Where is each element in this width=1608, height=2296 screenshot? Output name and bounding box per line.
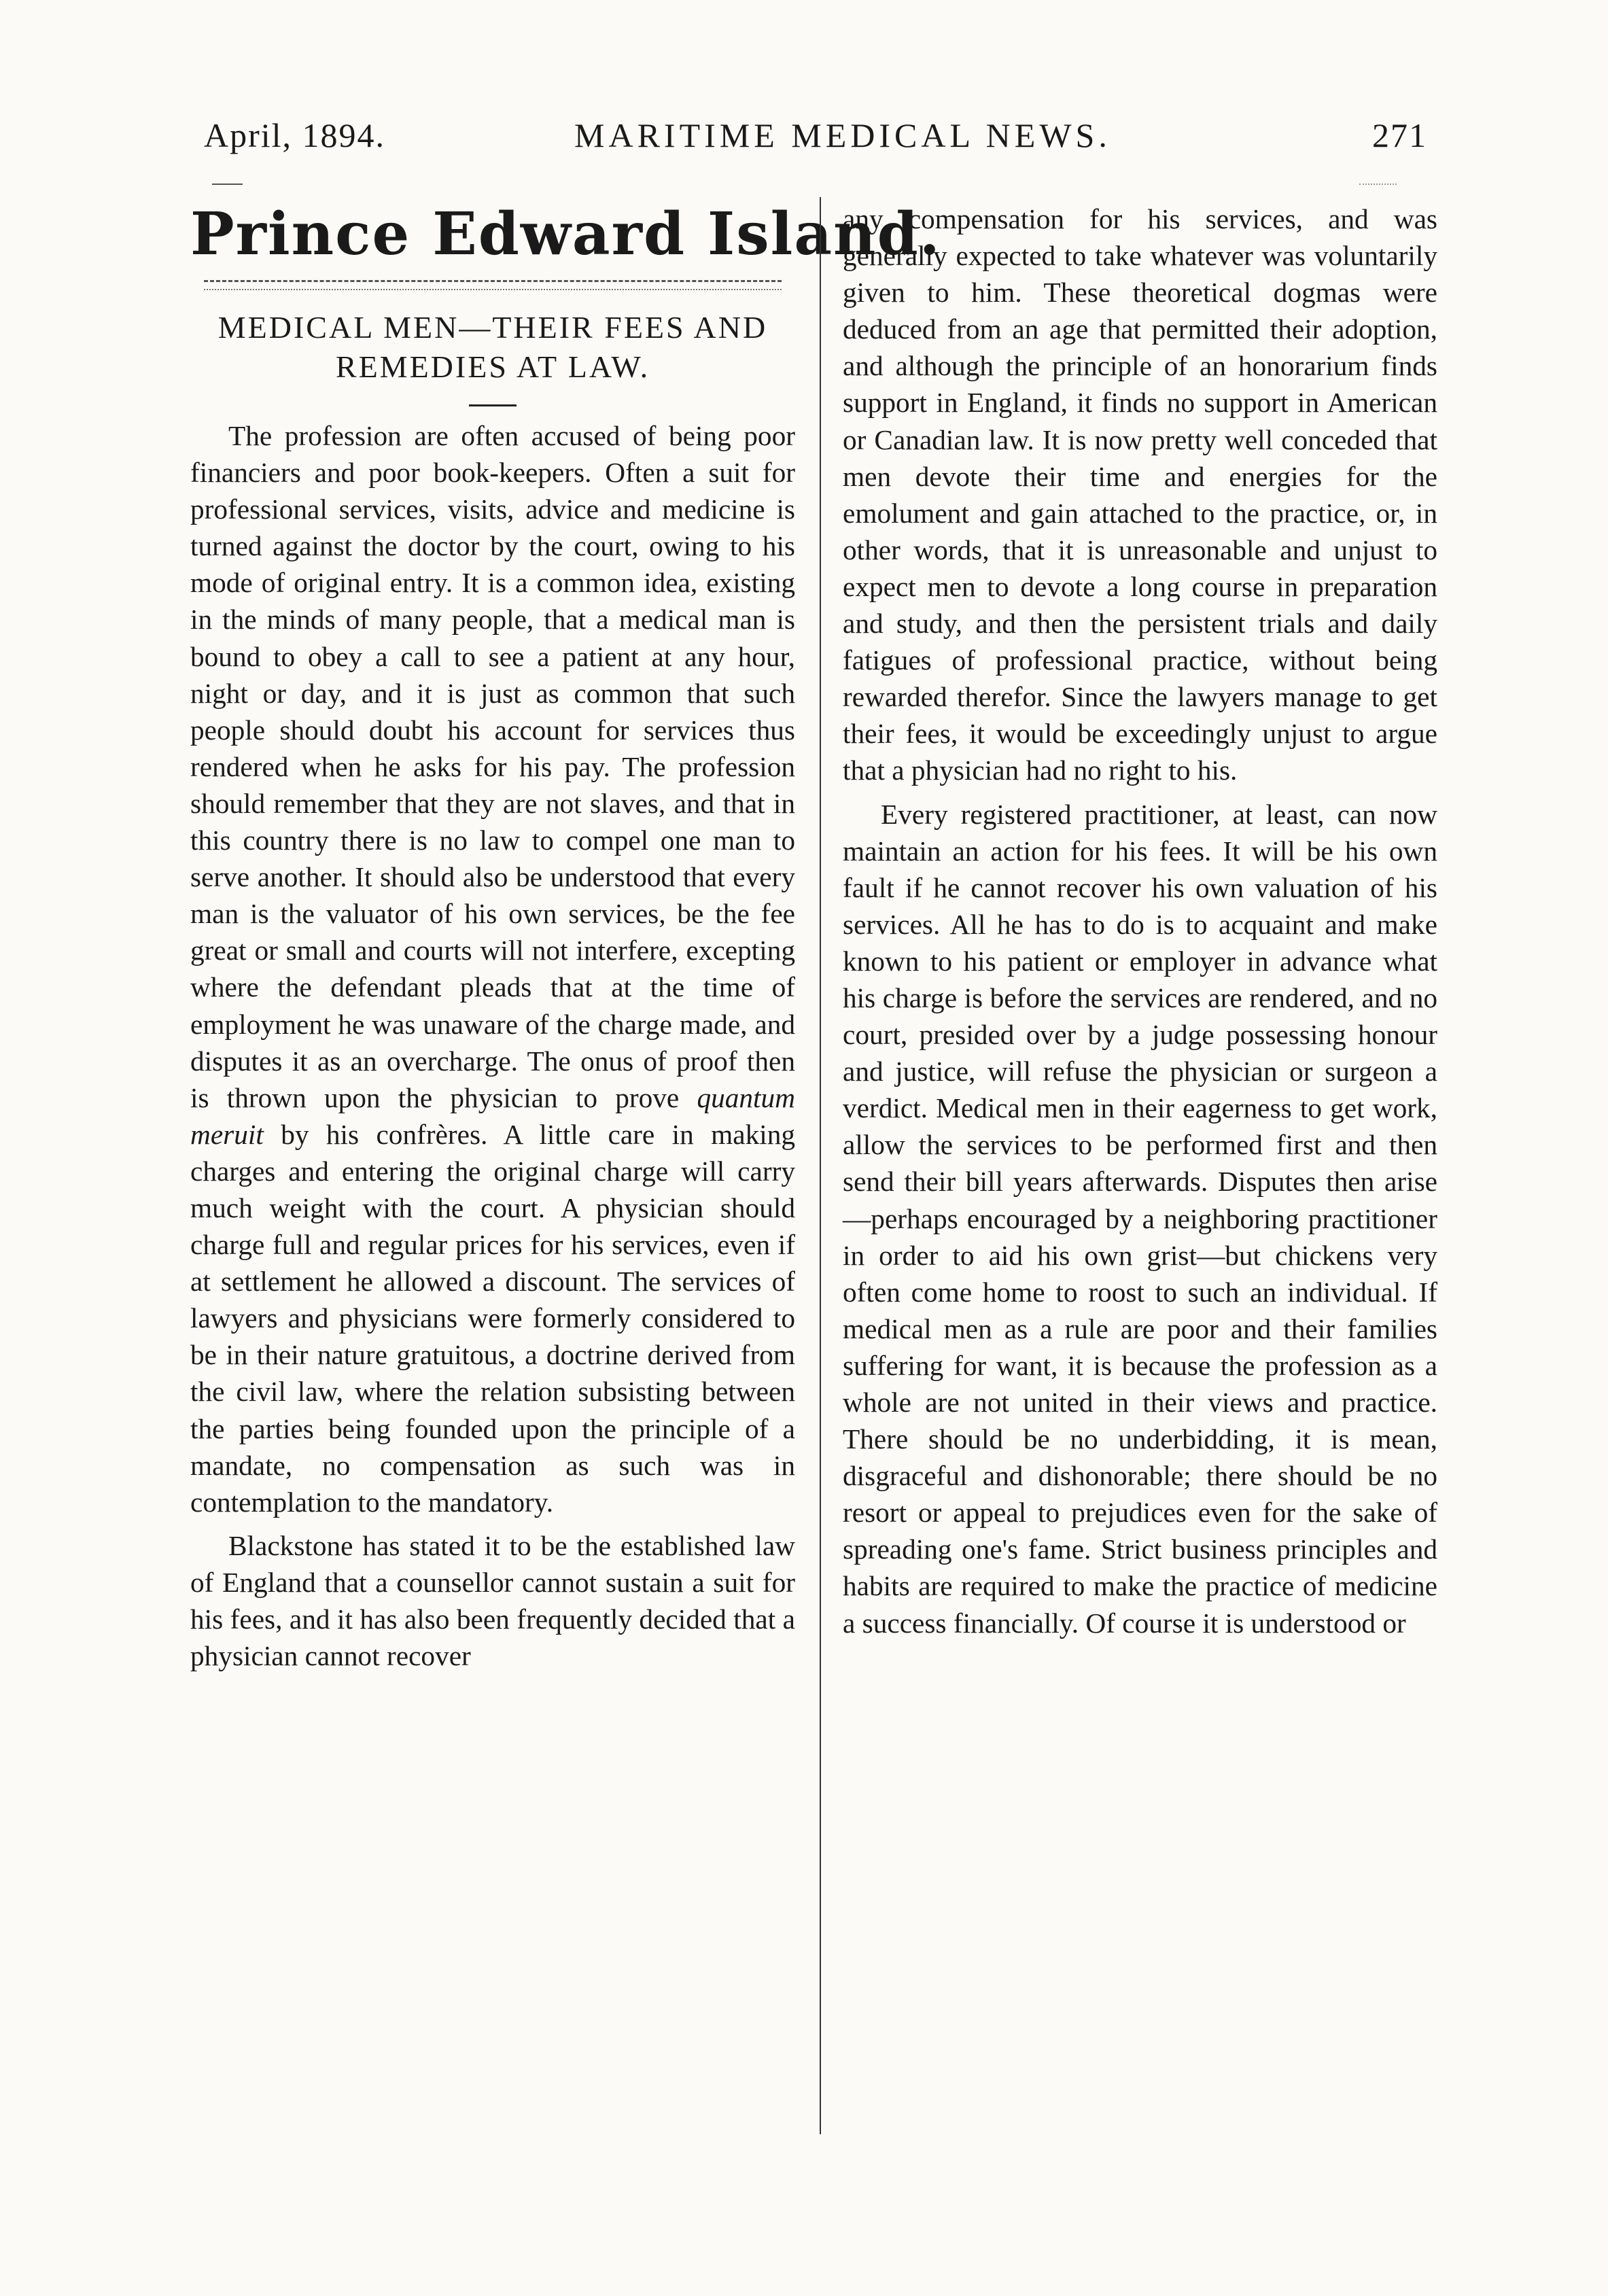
header-left-rule	[212, 184, 243, 185]
column-divider	[820, 197, 821, 2134]
ornamental-rule	[204, 280, 782, 290]
journal-title: MARITIME MEDICAL NEWS.	[574, 116, 1111, 154]
header-right-rule	[1359, 184, 1397, 185]
latin-phrase: quantum meruit	[190, 1081, 795, 1150]
paragraph: any compensation for his services, and was generally expected to take whatever was voluntarily given to him. These theoretical dogmas were deduced from an age that permitted their adoption, and although the principle of an honorarium finds support in England, it finds no support in American or Canadian law. It is now pretty well conceded that men devote their time and energies for the emolument and gain attached to the practice, or, in other words, that it is unreasonable and unjust to expect men to devote a long course in preparation and study, and then the persistent trials and daily fatigues of professional practice, without being rewarded therefor. Since the lawyers manage to get their fees, it would be exceedingly unjust to argue that a physician had no right to his.	[843, 203, 1437, 786]
issue-date: April, 1894.	[204, 116, 386, 154]
paragraph: Every registered practitioner, at least, can now maintain an action for his fees. It will be his own fault if he cannot recover his own valuation of his services. All he has to do is to acquaint and make known to his patient or employer in advance what his charge is before the services are rendered, and no court, presided over by a judge possessing honour and justice, will refuse the physician or surgeon a verdict. Medical men in their eagerness to get work, allow the services to be performed first and then send their bill years afterwards. Disputes then arise—perhaps encouraged by a neighboring practitioner in order to aid his own grist—but chickens very often come home to roost to such an individual. If medical men as a rule are poor and their families suffering for want, it is because the profession as a whole are not united in their views and practice. There should be no underbidding, it is mean, disgraceful and dishonorable; there should be no resort or appeal to prejudices even for the sake of spreading one's fame. Strict business principles and habits are required to make the practice of medicine a success financially. Of course it is understood or	[843, 798, 1437, 1639]
section-title: Prince Edward Island.	[190, 200, 941, 268]
page-number: 271	[1372, 116, 1427, 154]
paragraph: Blackstone has stated it to be the established law of England that a counsellor cannot sustain a suit for his fees, and it has also been frequently decided that a physician cannot recover	[190, 1529, 795, 1672]
article-heading: MEDICAL MEN—THEIR FEES AND REMEDIES AT LAW.	[217, 310, 768, 384]
running-header	[204, 116, 1427, 163]
left-column	[190, 197, 941, 1674]
heading-rule	[469, 404, 517, 406]
paragraph: The profession are often accused of being poor financiers and poor book-keepers. Often a suit for professional services, visits, advice and medicine is turned against the doctor by the court, owing to his mode of original entry. It is a common idea, existing in the minds of many people, that a medical man is bound to obey a call to see a patient at any hour, night or day, and it is just as common that such people should doubt his account for services thus rendered when he asks for his pay. The profession should remember that they are not slaves, and that in this country there is no law to compel one man to serve another. It should also be understood that every man is the valuator of his own services, be the fee great or small and courts will not interfere, excepting where the defendant pleads that at the time of employment he was unaware of the charge made, and disputes it as an overcharge. The onus of proof then is thrown upon the physician to prove quantum meruit by his confrères. A little care in making charges and entering the original charge will carry much weight with the court. A physician should charge full and regular prices for his services, even if at settlement he allowed a discount. The services of lawyers and physicians were formerly considered to be in their nature gratuitous, a doctrine derived from the civil law, where the relation subsisting between the parties being founded upon the principle of a mandate, no compensation as such was in contemplation to the mandatory.	[190, 420, 795, 1518]
right-column	[843, 201, 1437, 1641]
